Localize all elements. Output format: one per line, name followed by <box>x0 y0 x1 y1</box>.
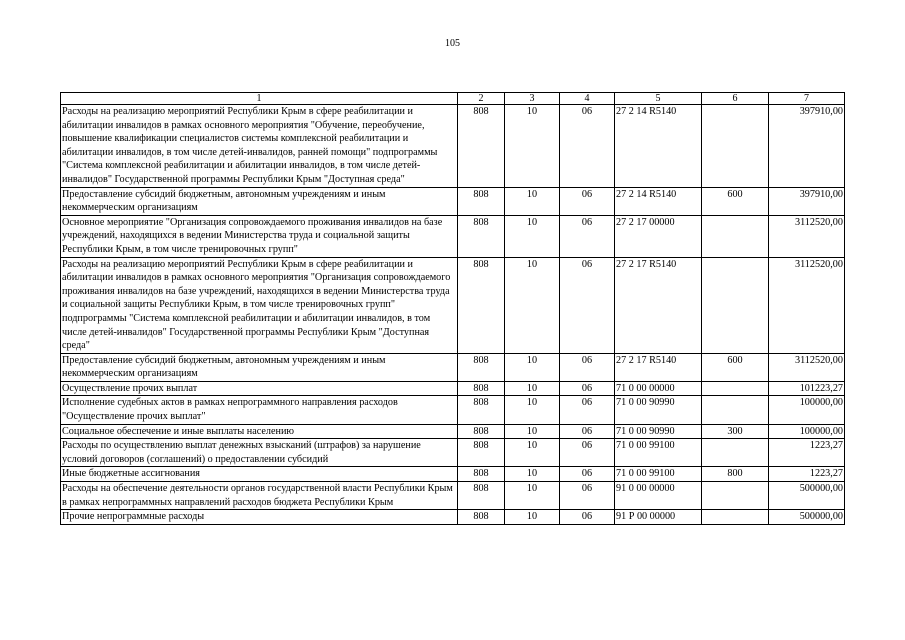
row-gr-cell: 808 <box>458 187 505 215</box>
row-type-cell <box>702 105 769 188</box>
row-sum-cell: 100000,00 <box>769 396 845 424</box>
row-sum-cell: 397910,00 <box>769 105 845 188</box>
row-gr-cell: 808 <box>458 396 505 424</box>
row-gr-cell: 808 <box>458 439 505 467</box>
table-row <box>61 353 845 381</box>
row-sum-cell: 3112520,00 <box>769 353 845 381</box>
row-type-cell: 800 <box>702 467 769 482</box>
page-number: 105 <box>445 38 460 49</box>
row-sum-cell: 500000,00 <box>769 482 845 510</box>
row-pr-cell: 06 <box>560 396 615 424</box>
row-rz-cell: 10 <box>505 396 560 424</box>
row-pr-cell: 06 <box>560 187 615 215</box>
row-pr-cell: 06 <box>560 257 615 353</box>
row-gr-cell: 808 <box>458 482 505 510</box>
row-rz-cell: 10 <box>505 257 560 353</box>
row-rz-cell: 10 <box>505 215 560 257</box>
row-gr-cell: 808 <box>458 215 505 257</box>
row-type-cell <box>702 439 769 467</box>
row-pr-cell: 06 <box>560 482 615 510</box>
row-rz-cell: 10 <box>505 439 560 467</box>
row-rz-cell: 10 <box>505 467 560 482</box>
row-gr-cell: 808 <box>458 353 505 381</box>
row-name-cell: Предоставление субсидий бюджетным, автономным учреждениям и иным некоммерческим организациям <box>61 353 458 381</box>
row-target-cell: 27 2 14 R5140 <box>615 105 702 188</box>
row-type-cell: 600 <box>702 353 769 381</box>
row-rz-cell: 10 <box>505 424 560 439</box>
row-name-cell: Расходы по осуществлению выплат денежных взысканий (штрафов) за нарушение условий договоров (соглашений) о предоставлении субсидий <box>61 439 458 467</box>
row-gr-cell: 808 <box>458 510 505 525</box>
header-cell: 3 <box>505 93 560 105</box>
budget-table <box>60 92 845 525</box>
row-name-cell: Основное мероприятие "Организация сопровождаемого проживания инвалидов на базе учреждений, находящихся в ведении Министерства труда и социальной защиты Республики Крым, в том числе тренировочных групп" <box>61 215 458 257</box>
row-target-cell: 27 2 17 R5140 <box>615 257 702 353</box>
table-row <box>61 424 845 439</box>
header-cell: 7 <box>769 93 845 105</box>
row-sum-cell: 1223,27 <box>769 439 845 467</box>
row-gr-cell: 808 <box>458 467 505 482</box>
row-type-cell <box>702 215 769 257</box>
row-name-cell: Расходы на обеспечение деятельности органов государственной власти Республики Крым в рамках непрограммных направлений расходов бюджета Республики Крым <box>61 482 458 510</box>
table-row <box>61 510 845 525</box>
row-pr-cell: 06 <box>560 381 615 396</box>
row-type-cell <box>702 257 769 353</box>
row-gr-cell: 808 <box>458 381 505 396</box>
row-pr-cell: 06 <box>560 510 615 525</box>
row-target-cell: 27 2 17 R5140 <box>615 353 702 381</box>
table-row <box>61 187 845 215</box>
row-target-cell: 91 0 00 00000 <box>615 482 702 510</box>
row-name-cell: Социальное обеспечение и иные выплаты населению <box>61 424 458 439</box>
table-row <box>61 396 845 424</box>
row-target-cell: 71 0 00 90990 <box>615 424 702 439</box>
row-rz-cell: 10 <box>505 510 560 525</box>
row-rz-cell: 10 <box>505 187 560 215</box>
header-cell: 1 <box>61 93 458 105</box>
row-target-cell: 71 0 00 99100 <box>615 439 702 467</box>
table-row <box>61 482 845 510</box>
row-name-cell: Осуществление прочих выплат <box>61 381 458 396</box>
row-sum-cell: 100000,00 <box>769 424 845 439</box>
row-target-cell: 71 0 00 90990 <box>615 396 702 424</box>
row-rz-cell: 10 <box>505 482 560 510</box>
row-gr-cell: 808 <box>458 105 505 188</box>
row-rz-cell: 10 <box>505 381 560 396</box>
row-name-cell: Иные бюджетные ассигнования <box>61 467 458 482</box>
header-cell: 5 <box>615 93 702 105</box>
row-sum-cell: 1223,27 <box>769 467 845 482</box>
row-sum-cell: 3112520,00 <box>769 215 845 257</box>
table-row <box>61 381 845 396</box>
row-type-cell <box>702 482 769 510</box>
row-pr-cell: 06 <box>560 215 615 257</box>
row-pr-cell: 06 <box>560 353 615 381</box>
table-row <box>61 257 845 353</box>
row-name-cell: Исполнение судебных актов в рамках непрограммного направления расходов "Осуществление прочих выплат" <box>61 396 458 424</box>
row-target-cell: 27 2 17 00000 <box>615 215 702 257</box>
header-cell: 6 <box>702 93 769 105</box>
table-row <box>61 439 845 467</box>
row-gr-cell: 808 <box>458 424 505 439</box>
row-target-cell: 91 Р 00 00000 <box>615 510 702 525</box>
header-cell: 2 <box>458 93 505 105</box>
row-sum-cell: 397910,00 <box>769 187 845 215</box>
row-name-cell: Предоставление субсидий бюджетным, автономным учреждениям и иным некоммерческим организациям <box>61 187 458 215</box>
row-pr-cell: 06 <box>560 424 615 439</box>
row-pr-cell: 06 <box>560 467 615 482</box>
row-rz-cell: 10 <box>505 105 560 188</box>
row-sum-cell: 101223,27 <box>769 381 845 396</box>
row-pr-cell: 06 <box>560 105 615 188</box>
row-type-cell: 600 <box>702 187 769 215</box>
row-target-cell: 71 0 00 00000 <box>615 381 702 396</box>
row-name-cell: Расходы на реализацию мероприятий Республики Крым в сфере реабилитации и абилитации инвалидов в рамках основного мероприятия "Организация сопровождаемого проживания инвалидов на базе учреждений, находящихся в ведении Министерства труда и социальной защиты Республики Крым, в том числе тренировочных групп" подпрограммы "Система комплексной реабилитации и абилитации инвалидов, в том числе детей-инвалидов" Государственной программы Республики Крым "Доступная среда" <box>61 257 458 353</box>
row-gr-cell: 808 <box>458 257 505 353</box>
row-type-cell: 300 <box>702 424 769 439</box>
table-row <box>61 467 845 482</box>
row-rz-cell: 10 <box>505 353 560 381</box>
row-type-cell <box>702 381 769 396</box>
row-pr-cell: 06 <box>560 439 615 467</box>
table-row <box>61 215 845 257</box>
row-sum-cell: 3112520,00 <box>769 257 845 353</box>
header-row <box>61 93 845 105</box>
row-type-cell <box>702 510 769 525</box>
row-sum-cell: 500000,00 <box>769 510 845 525</box>
row-name-cell: Расходы на реализацию мероприятий Республики Крым в сфере реабилитации и абилитации инвалидов в рамках основного мероприятия "Обучение, переобучение, повышение квалификации специалистов системы комплексной реабилитации и абилитации инвалидов, в том числе детей-инвалидов, ранней помощи" подпрограммы "Система комплексной реабилитации и абилитации инвалидов, в том числе детей-инвалидов" Государственной программы Республики Крым "Доступная среда" <box>61 105 458 188</box>
row-type-cell <box>702 396 769 424</box>
row-target-cell: 27 2 14 R5140 <box>615 187 702 215</box>
row-name-cell: Прочие непрограммные расходы <box>61 510 458 525</box>
table-row <box>61 105 845 188</box>
row-target-cell: 71 0 00 99100 <box>615 467 702 482</box>
header-cell: 4 <box>560 93 615 105</box>
